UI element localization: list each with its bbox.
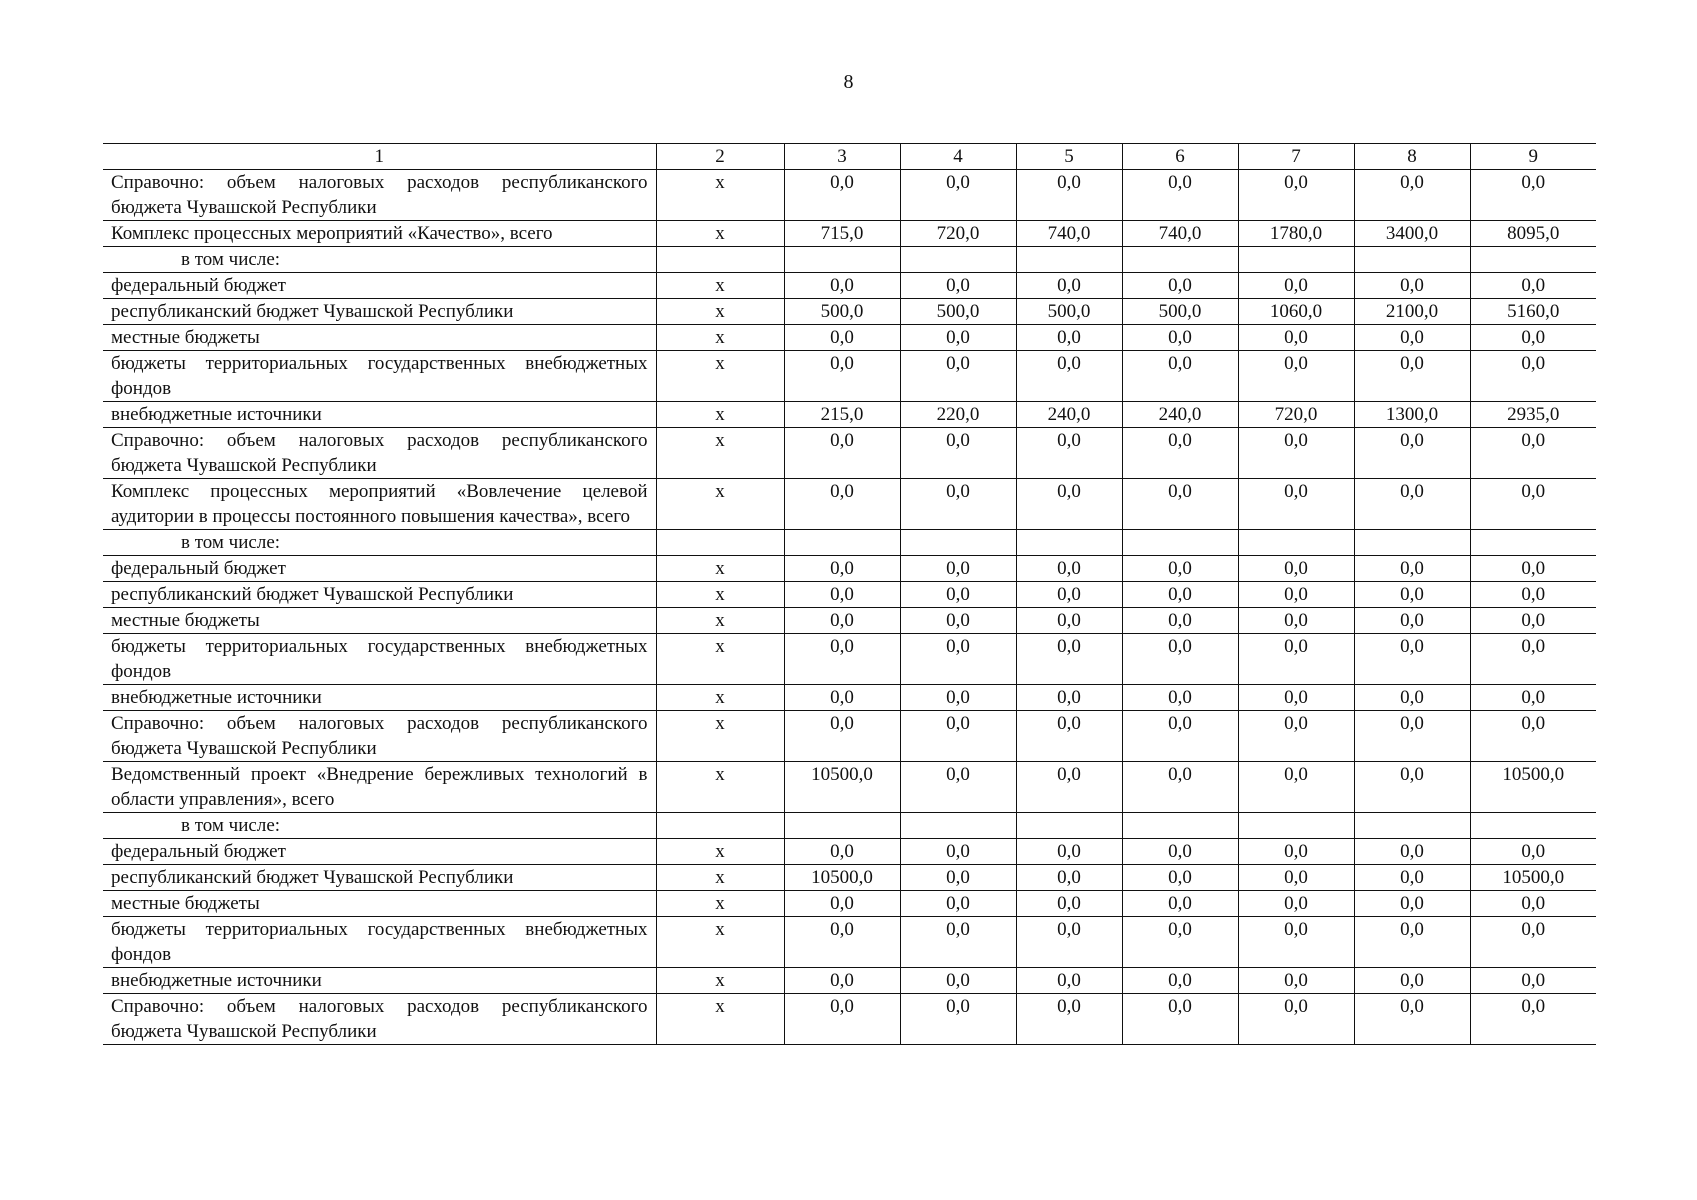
row-value-col9: 8095,0 [1470,221,1596,247]
row-value-col3: 0,0 [784,351,900,402]
row-value-col5: 0,0 [1016,479,1122,530]
row-label: бюджеты территориальных государственных внебюджетных фондов [103,917,656,968]
table-row [103,221,1596,247]
row-value-col7: 0,0 [1238,994,1354,1045]
row-value-col5: 740,0 [1016,221,1122,247]
row-value-col5: 0,0 [1016,994,1122,1045]
table-row [103,582,1596,608]
row-value-col9: 0,0 [1470,968,1596,994]
column-header-1: 1 [103,144,656,170]
row-value-col4: 0,0 [900,865,1016,891]
row-value-col6: 0,0 [1122,556,1238,582]
row-value-col6: 0,0 [1122,273,1238,299]
column-header-3: 3 [784,144,900,170]
row-value-col8: 0,0 [1354,634,1470,685]
header-row [103,144,1596,170]
row-value-col3: 0,0 [784,711,900,762]
row-value-col8: 0,0 [1354,968,1470,994]
column-header-8: 8 [1354,144,1470,170]
row-value-col3: 0,0 [784,582,900,608]
row-value-col3: 0,0 [784,968,900,994]
row-value-col3: 10500,0 [784,865,900,891]
row-value-col3: 0,0 [784,685,900,711]
table-row [103,608,1596,634]
table-row [103,711,1596,762]
row-col2-marker: х [656,170,784,221]
row-value-col8: 0,0 [1354,325,1470,351]
row-value-col7: 0,0 [1238,762,1354,813]
row-value-col7: 0,0 [1238,608,1354,634]
row-value-col6: 0,0 [1122,170,1238,221]
row-value-col4: 0,0 [900,762,1016,813]
row-value-col9: 0,0 [1470,170,1596,221]
row-value-col3: 0,0 [784,273,900,299]
row-value-col4 [900,530,1016,556]
row-value-col3: 0,0 [784,608,900,634]
row-value-col5: 0,0 [1016,891,1122,917]
row-label: Комплекс процессных мероприятий «Качество», всего [103,221,656,247]
row-value-col4: 0,0 [900,839,1016,865]
row-col2-marker: х [656,685,784,711]
row-value-col6: 0,0 [1122,634,1238,685]
row-value-col7: 0,0 [1238,479,1354,530]
row-value-col8: 0,0 [1354,273,1470,299]
row-value-col7: 0,0 [1238,865,1354,891]
row-col2-marker: х [656,608,784,634]
row-value-col9: 0,0 [1470,685,1596,711]
row-value-col5 [1016,247,1122,273]
table-row [103,325,1596,351]
table-row [103,273,1596,299]
row-value-col7 [1238,530,1354,556]
row-value-col4: 0,0 [900,428,1016,479]
row-value-col4: 0,0 [900,968,1016,994]
row-value-col3: 500,0 [784,299,900,325]
row-value-col6: 740,0 [1122,221,1238,247]
row-label: федеральный бюджет [103,839,656,865]
row-col2-marker: х [656,428,784,479]
row-value-col7: 0,0 [1238,685,1354,711]
table-row [103,402,1596,428]
row-value-col5: 0,0 [1016,556,1122,582]
table-row [103,839,1596,865]
row-value-col9 [1470,247,1596,273]
row-value-col3: 0,0 [784,891,900,917]
row-value-col3 [784,813,900,839]
row-label: Ведомственный проект «Внедрение бережливых технологий в области управления», всего [103,762,656,813]
row-value-col5 [1016,813,1122,839]
row-value-col7 [1238,813,1354,839]
row-label: Справочно: объем налоговых расходов республиканского бюджета Чувашской Республики [103,711,656,762]
row-value-col6: 0,0 [1122,608,1238,634]
table-row [103,762,1596,813]
row-label: местные бюджеты [103,325,656,351]
table-row [103,865,1596,891]
row-value-col8 [1354,813,1470,839]
row-value-col5: 0,0 [1016,273,1122,299]
column-header-5: 5 [1016,144,1122,170]
row-value-col6: 0,0 [1122,582,1238,608]
row-col2-marker: х [656,762,784,813]
row-value-col5: 0,0 [1016,325,1122,351]
row-label: Справочно: объем налоговых расходов республиканского бюджета Чувашской Республики [103,428,656,479]
row-label: внебюджетные источники [103,685,656,711]
row-value-col5: 240,0 [1016,402,1122,428]
subheading-row [103,813,1596,839]
row-value-col8: 1300,0 [1354,402,1470,428]
row-value-col8: 0,0 [1354,170,1470,221]
page-number: 8 [843,71,854,93]
row-col2-marker [656,247,784,273]
table-row [103,917,1596,968]
row-value-col6: 0,0 [1122,865,1238,891]
row-value-col4: 0,0 [900,994,1016,1045]
row-value-col3: 215,0 [784,402,900,428]
row-value-col7: 0,0 [1238,351,1354,402]
table-row [103,634,1596,685]
row-value-col8: 0,0 [1354,685,1470,711]
row-value-col4: 500,0 [900,299,1016,325]
row-value-col7: 0,0 [1238,839,1354,865]
row-value-col6: 0,0 [1122,994,1238,1045]
row-label: в том числе: [103,813,656,839]
row-value-col7: 0,0 [1238,917,1354,968]
row-value-col7: 0,0 [1238,891,1354,917]
row-value-col6: 0,0 [1122,968,1238,994]
row-value-col6 [1122,247,1238,273]
row-label: в том числе: [103,530,656,556]
row-value-col8: 3400,0 [1354,221,1470,247]
row-value-col8: 0,0 [1354,556,1470,582]
column-header-9: 9 [1470,144,1596,170]
row-value-col4: 720,0 [900,221,1016,247]
row-value-col7: 0,0 [1238,582,1354,608]
row-value-col4: 0,0 [900,711,1016,762]
row-col2-marker: х [656,273,784,299]
row-value-col3 [784,530,900,556]
row-value-col5: 0,0 [1016,685,1122,711]
row-value-col4: 0,0 [900,917,1016,968]
row-value-col3: 0,0 [784,556,900,582]
row-value-col8: 0,0 [1354,582,1470,608]
row-value-col3: 0,0 [784,170,900,221]
row-value-col9: 0,0 [1470,994,1596,1045]
row-label: бюджеты территориальных государственных внебюджетных фондов [103,634,656,685]
column-header-4: 4 [900,144,1016,170]
row-col2-marker [656,813,784,839]
row-value-col7: 0,0 [1238,634,1354,685]
row-value-col8: 0,0 [1354,891,1470,917]
column-header-6: 6 [1122,144,1238,170]
row-label: внебюджетные источники [103,968,656,994]
row-value-col5: 0,0 [1016,711,1122,762]
row-value-col7: 1060,0 [1238,299,1354,325]
table-row [103,428,1596,479]
row-value-col9: 0,0 [1470,351,1596,402]
row-col2-marker: х [656,711,784,762]
row-value-col9: 10500,0 [1470,865,1596,891]
row-label: местные бюджеты [103,608,656,634]
row-value-col6: 240,0 [1122,402,1238,428]
table-row [103,994,1596,1045]
row-label: республиканский бюджет Чувашской Республики [103,299,656,325]
row-label: бюджеты территориальных государственных внебюджетных фондов [103,351,656,402]
row-value-col5: 0,0 [1016,865,1122,891]
row-value-col5: 0,0 [1016,428,1122,479]
table-row [103,299,1596,325]
row-value-col7: 0,0 [1238,711,1354,762]
column-header-7: 7 [1238,144,1354,170]
row-value-col6: 500,0 [1122,299,1238,325]
row-value-col8: 0,0 [1354,994,1470,1045]
row-value-col6: 0,0 [1122,325,1238,351]
row-value-col8: 0,0 [1354,608,1470,634]
row-value-col9: 0,0 [1470,582,1596,608]
subheading-row [103,530,1596,556]
row-value-col3: 0,0 [784,917,900,968]
row-value-col6: 0,0 [1122,839,1238,865]
table-row [103,170,1596,221]
table-row [103,685,1596,711]
row-value-col5 [1016,530,1122,556]
row-value-col5: 0,0 [1016,582,1122,608]
row-col2-marker [656,530,784,556]
row-value-col6: 0,0 [1122,479,1238,530]
column-header-2: 2 [656,144,784,170]
row-label: Комплекс процессных мероприятий «Вовлечение целевой аудитории в процессы постоянного повышения качества», всего [103,479,656,530]
row-label: республиканский бюджет Чувашской Республики [103,582,656,608]
row-value-col5: 0,0 [1016,917,1122,968]
row-value-col5: 0,0 [1016,351,1122,402]
row-value-col3: 10500,0 [784,762,900,813]
row-value-col5: 0,0 [1016,968,1122,994]
row-value-col4: 0,0 [900,170,1016,221]
row-value-col8 [1354,530,1470,556]
row-value-col9: 0,0 [1470,891,1596,917]
row-value-col6: 0,0 [1122,762,1238,813]
row-value-col5: 0,0 [1016,170,1122,221]
row-value-col3: 0,0 [784,479,900,530]
row-label: внебюджетные источники [103,402,656,428]
table-row [103,479,1596,530]
row-col2-marker: х [656,556,784,582]
row-value-col4: 0,0 [900,556,1016,582]
budget-table [103,143,1596,1045]
row-value-col9: 0,0 [1470,917,1596,968]
row-col2-marker: х [656,634,784,685]
row-value-col5: 0,0 [1016,839,1122,865]
row-value-col6: 0,0 [1122,351,1238,402]
row-value-col3: 715,0 [784,221,900,247]
row-value-col4: 0,0 [900,582,1016,608]
row-value-col4: 220,0 [900,402,1016,428]
row-value-col5: 500,0 [1016,299,1122,325]
row-value-col9: 0,0 [1470,556,1596,582]
row-value-col4: 0,0 [900,479,1016,530]
row-value-col9: 0,0 [1470,711,1596,762]
row-value-col5: 0,0 [1016,608,1122,634]
table-row [103,968,1596,994]
row-value-col4: 0,0 [900,891,1016,917]
row-label: республиканский бюджет Чувашской Республики [103,865,656,891]
row-value-col8: 0,0 [1354,762,1470,813]
row-value-col7: 0,0 [1238,273,1354,299]
row-label: Справочно: объем налоговых расходов республиканского бюджета Чувашской Республики [103,994,656,1045]
row-value-col9: 0,0 [1470,634,1596,685]
row-col2-marker: х [656,221,784,247]
row-col2-marker: х [656,917,784,968]
row-col2-marker: х [656,994,784,1045]
row-value-col8: 0,0 [1354,351,1470,402]
row-col2-marker: х [656,582,784,608]
row-col2-marker: х [656,351,784,402]
row-col2-marker: х [656,299,784,325]
row-col2-marker: х [656,865,784,891]
table-row [103,351,1596,402]
row-value-col9 [1470,813,1596,839]
row-value-col9: 0,0 [1470,839,1596,865]
row-value-col8: 0,0 [1354,428,1470,479]
row-value-col4: 0,0 [900,634,1016,685]
row-value-col6: 0,0 [1122,917,1238,968]
row-label: федеральный бюджет [103,556,656,582]
row-value-col9: 5160,0 [1470,299,1596,325]
row-value-col7: 0,0 [1238,170,1354,221]
row-col2-marker: х [656,325,784,351]
row-label: федеральный бюджет [103,273,656,299]
row-value-col9: 0,0 [1470,325,1596,351]
row-value-col8: 0,0 [1354,865,1470,891]
row-value-col3: 0,0 [784,428,900,479]
row-label: в том числе: [103,247,656,273]
row-value-col9: 2935,0 [1470,402,1596,428]
row-value-col8: 0,0 [1354,711,1470,762]
row-value-col8: 0,0 [1354,839,1470,865]
row-col2-marker: х [656,968,784,994]
row-col2-marker: х [656,839,784,865]
row-value-col8: 0,0 [1354,917,1470,968]
row-value-col7: 0,0 [1238,968,1354,994]
row-value-col8: 0,0 [1354,479,1470,530]
row-col2-marker: х [656,891,784,917]
table-row [103,891,1596,917]
row-value-col5: 0,0 [1016,634,1122,685]
row-value-col3: 0,0 [784,634,900,685]
row-value-col7: 0,0 [1238,325,1354,351]
row-value-col9: 0,0 [1470,273,1596,299]
row-col2-marker: х [656,402,784,428]
subheading-row [103,247,1596,273]
row-value-col6: 0,0 [1122,891,1238,917]
row-label: местные бюджеты [103,891,656,917]
row-value-col4: 0,0 [900,273,1016,299]
row-value-col4 [900,813,1016,839]
row-value-col3: 0,0 [784,325,900,351]
row-value-col7: 1780,0 [1238,221,1354,247]
row-value-col6: 0,0 [1122,711,1238,762]
row-value-col9: 0,0 [1470,608,1596,634]
row-col2-marker: х [656,479,784,530]
row-value-col9: 0,0 [1470,428,1596,479]
row-value-col4: 0,0 [900,325,1016,351]
row-value-col6 [1122,530,1238,556]
row-value-col8 [1354,247,1470,273]
row-value-col6: 0,0 [1122,428,1238,479]
row-value-col3 [784,247,900,273]
row-value-col3: 0,0 [784,839,900,865]
row-value-col9: 0,0 [1470,479,1596,530]
row-value-col6 [1122,813,1238,839]
row-label: Справочно: объем налоговых расходов республиканского бюджета Чувашской Республики [103,170,656,221]
row-value-col7: 0,0 [1238,556,1354,582]
row-value-col9: 10500,0 [1470,762,1596,813]
row-value-col7: 0,0 [1238,428,1354,479]
row-value-col4: 0,0 [900,685,1016,711]
row-value-col7: 720,0 [1238,402,1354,428]
row-value-col3: 0,0 [784,994,900,1045]
row-value-col9 [1470,530,1596,556]
row-value-col5: 0,0 [1016,762,1122,813]
row-value-col4: 0,0 [900,608,1016,634]
row-value-col8: 2100,0 [1354,299,1470,325]
row-value-col4 [900,247,1016,273]
table-row [103,556,1596,582]
table-body [103,170,1596,1045]
row-value-col7 [1238,247,1354,273]
row-value-col6: 0,0 [1122,685,1238,711]
row-value-col4: 0,0 [900,351,1016,402]
